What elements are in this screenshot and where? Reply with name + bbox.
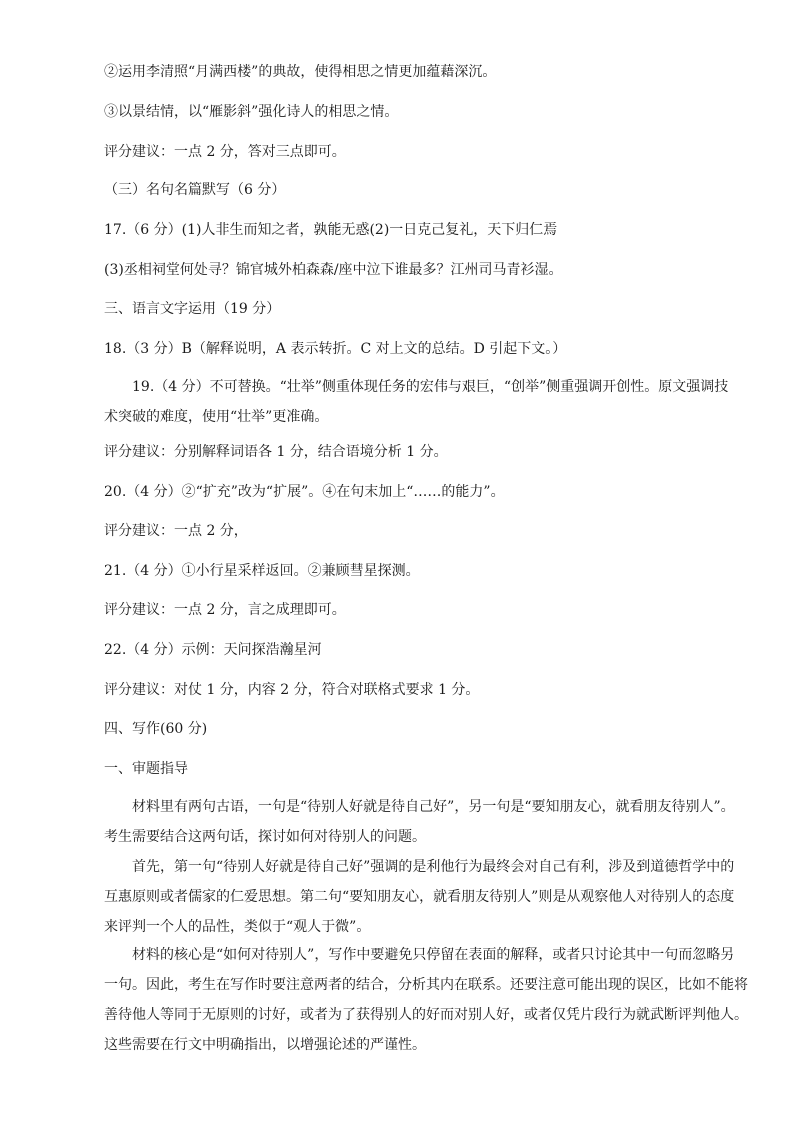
answer-21: 21.（4 分）①小行星采样返回。②兼顾彗星探测。 xyxy=(104,563,420,579)
paragraph-3-line-2: 一句。因此，考生在写作时要注意两者的结合，分析其内在联系。还要注意可能出现的误区，比如不能将 xyxy=(104,977,748,993)
section-heading-writing: 四、写作(60 分) xyxy=(104,721,208,737)
subsection-heading-guidance: 一、审题指导 xyxy=(104,761,188,777)
paragraph-2-line-1: 首先，第一句“待别人好就是待自己好”强调的是利他行为最终会对自己有利，涉及到道德哲学中的 xyxy=(132,859,735,875)
paragraph-3-line-4: 这些需要在行文中明确指出，以增强论述的严谨性。 xyxy=(104,1037,426,1053)
answer-20: 20.（4 分）②“扩充”改为“扩展”。④在句末加上“……的能力”。 xyxy=(104,484,505,500)
answer-17-part1: 17.（6 分）(1)人非生而知之者，孰能无惑(2)一日克己复礼，天下归仁焉 xyxy=(104,222,558,238)
answer-19-line-1: 19.（4 分）不可替换。“壮举”侧重体现任务的宏伟与艰巨，“创举”侧重强调开创性。原文强调技 xyxy=(132,379,729,395)
scoring-note-16: 评分建议：一点 2 分，答对三点即可。 xyxy=(104,144,346,160)
answer-19 xyxy=(104,372,744,432)
guidance-paragraph-3 xyxy=(104,940,748,1060)
scoring-note-20: 评分建议：一点 2 分， xyxy=(104,523,248,539)
paragraph-2-line-2: 互惠原则或者儒家的仁爱思想。第二句“要知朋友心，就看朋友待别人”则是从观察他人对待别人的态度 xyxy=(104,889,735,905)
scoring-note-19: 评分建议：分别解释词语各 1 分，结合语境分析 1 分。 xyxy=(104,444,448,460)
scoring-note-22: 评分建议：对仗 1 分，内容 2 分，符合对联格式要求 1 分。 xyxy=(104,682,480,698)
section-heading-recitation: （三）名句名篇默写（6 分） xyxy=(104,182,286,198)
answer-line-2: ②运用李清照“月满西楼”的典故，使得相思之情更加蕴藉深沉。 xyxy=(104,64,497,80)
answer-17-part2: (3)丞相祠堂何处寻？锦官城外柏森森/座中泣下谁最多？江州司马青衫湿。 xyxy=(104,262,563,278)
guidance-paragraph-1 xyxy=(104,792,744,852)
answer-line-3: ③以景结情，以“雁影斜”强化诗人的相思之情。 xyxy=(104,104,399,120)
answer-22: 22.（4 分）示例：天问探浩瀚星河 xyxy=(104,642,322,658)
answer-18: 18.（3 分）B（解释说明，A 表示转折。C 对上文的总结。D 引起下文。） xyxy=(104,341,567,357)
answer-19-line-2: 术突破的难度，使用“壮举”更准确。 xyxy=(104,409,329,425)
guidance-paragraph-2 xyxy=(104,852,744,942)
section-heading-language: 三、语言文字运用（19 分） xyxy=(104,301,281,317)
paragraph-1-line-1: 材料里有两句古语，一句是“待别人好就是待自己好”，另一句是“要知朋友心，就看朋友待别人”。 xyxy=(132,799,735,815)
paragraph-3-line-3: 善待他人等同于无原则的讨好，或者为了获得别人的好而对别人好，或者仅凭片段行为就武断评判他人。 xyxy=(104,1007,748,1023)
paragraph-2-line-3: 来评判一个人的品性，类似于“观人于微”。 xyxy=(104,919,371,935)
paragraph-1-line-2: 考生需要结合这两句话，探讨如何对待别人的问题。 xyxy=(104,829,426,845)
paragraph-3-line-1: 材料的核心是“如何对待别人”，写作中要避免只停留在表面的解释，或者只讨论其中一句而忽略另 xyxy=(132,947,735,963)
scoring-note-21: 评分建议：一点 2 分，言之成理即可。 xyxy=(104,602,346,618)
